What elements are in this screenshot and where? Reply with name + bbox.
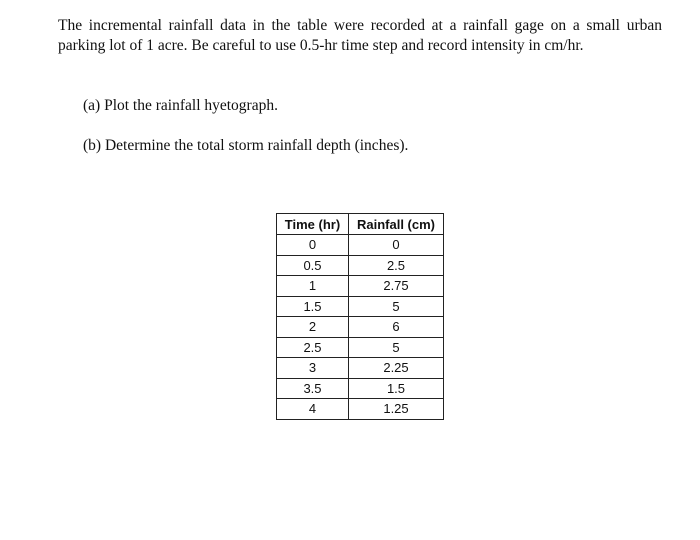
- time-cell: 1: [277, 276, 349, 297]
- time-cell: 0.5: [277, 255, 349, 276]
- table-row: [277, 255, 444, 276]
- table-row: [277, 399, 444, 420]
- rainfall-cell: 5: [349, 337, 444, 358]
- part-b-question: (b) Determine the total storm rainfall depth (inches).: [83, 137, 409, 154]
- rainfall-cell: 6: [349, 317, 444, 338]
- rainfall-cell: 2.25: [349, 358, 444, 379]
- rainfall-cell: 1.5: [349, 378, 444, 399]
- table-header-row: [277, 214, 444, 235]
- header-time: Time (hr): [277, 214, 349, 235]
- time-cell: 1.5: [277, 296, 349, 317]
- time-cell: 3: [277, 358, 349, 379]
- time-cell: 0: [277, 235, 349, 256]
- time-cell: 2.5: [277, 337, 349, 358]
- problem-statement: The incremental rainfall data in the table were recorded at a rainfall gage on a small urban parking lot of 1 acre. Be careful to use 0.5-hr time step and record intensity in cm/hr.: [58, 17, 662, 54]
- rainfall-cell: 0: [349, 235, 444, 256]
- time-cell: 3.5: [277, 378, 349, 399]
- table-row: [277, 235, 444, 256]
- table-row: [277, 337, 444, 358]
- rainfall-data-table: [276, 213, 444, 420]
- table-row: [277, 317, 444, 338]
- header-rainfall: Rainfall (cm): [349, 214, 444, 235]
- rainfall-cell: 2.5: [349, 255, 444, 276]
- table-row: [277, 378, 444, 399]
- table-row: [277, 276, 444, 297]
- rainfall-cell: 1.25: [349, 399, 444, 420]
- part-a-question: (a) Plot the rainfall hyetograph.: [83, 97, 278, 114]
- table-row: [277, 358, 444, 379]
- table-row: [277, 296, 444, 317]
- rainfall-cell: 2.75: [349, 276, 444, 297]
- time-cell: 4: [277, 399, 349, 420]
- rainfall-cell: 5: [349, 296, 444, 317]
- time-cell: 2: [277, 317, 349, 338]
